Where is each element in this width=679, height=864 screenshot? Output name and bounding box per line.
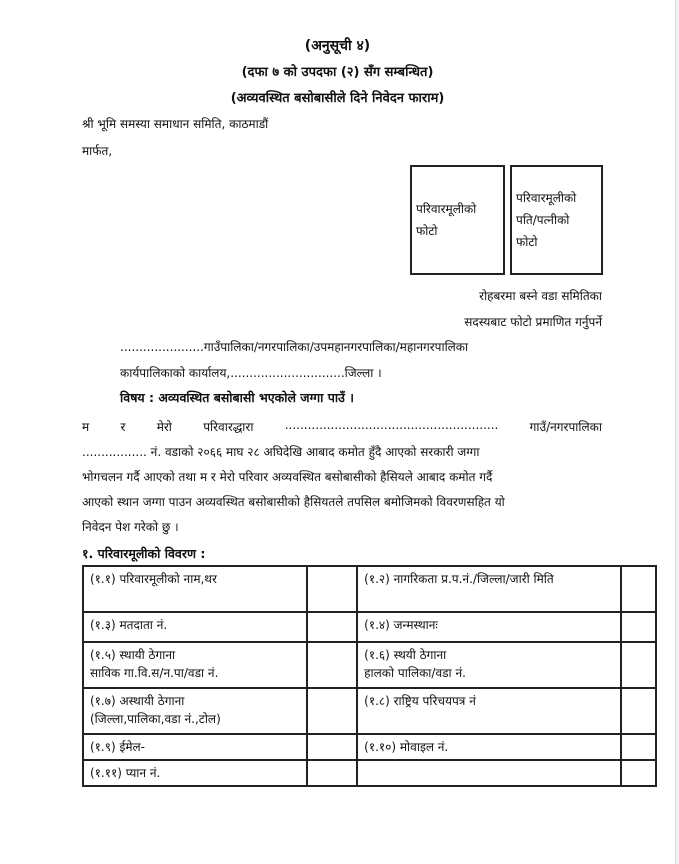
head-photo-box <box>410 165 505 275</box>
photo-box-label: फोटो <box>516 235 538 249</box>
body-line: आएको स्थान जग्गा पाउन अव्यवस्थित बसोबासीको हैसियतले तपसिल बमोजिमको विवरणसहित यो <box>82 495 505 509</box>
field-label: (१.४) जन्मस्थानः <box>357 612 621 642</box>
body-word: ........................................................ <box>284 418 499 432</box>
field-value-cell[interactable] <box>307 566 357 612</box>
field-label: (१.३) मतदाता नं. <box>83 612 307 642</box>
field-value-cell[interactable] <box>307 688 357 734</box>
table-row <box>83 760 656 786</box>
field-value-cell[interactable] <box>621 566 656 612</box>
field-value-cell[interactable] <box>307 612 357 642</box>
field-label: (१.९) ईमेल- <box>83 734 307 760</box>
field-value-cell[interactable] <box>621 734 656 760</box>
table-row <box>83 734 656 760</box>
body-word: मेरो <box>156 420 172 434</box>
photo-box-label: फोटो <box>416 224 438 238</box>
field-label: (१.७) अस्थायी ठेगाना (जिल्ला,पालिका,वडा नं.,टोल) <box>83 688 307 734</box>
field-value-cell[interactable] <box>307 642 357 688</box>
field-label: (१.५) स्थायी ठेगाना साविक गा.वि.स/न.पा/वडा नं. <box>83 642 307 688</box>
table-row <box>83 642 656 688</box>
body-word: गाउँ/नगरपालिका <box>529 420 602 434</box>
photo-box-label: परिवारमूलीको <box>416 202 477 216</box>
body-word: परिवारद्धारा <box>203 420 254 434</box>
body-line <box>82 418 602 435</box>
section-title: १. परिवारमूलीको विवरण : <box>82 546 206 561</box>
field-value-cell[interactable] <box>307 734 357 760</box>
field-label <box>357 760 621 786</box>
body-line: ................. नं. वडाको २०६६ माघ २८ अघिदेखि आबाद कमोत हुँदै आएको सरकारी जग्गा <box>82 445 480 459</box>
field-value-cell[interactable] <box>621 612 656 642</box>
field-label: (१.११) प्यान नं. <box>83 760 307 786</box>
field-value-cell[interactable] <box>621 688 656 734</box>
certification-line: रोहबरमा बस्ने वडा समितिका <box>479 289 602 303</box>
field-label: (१.१) परिवारमूलीको नाम,थर <box>83 566 307 612</box>
field-label: (१.१०) मोवाइल नं. <box>357 734 621 760</box>
photo-box-label: पति/पत्नीको <box>516 213 570 227</box>
field-value-cell[interactable] <box>307 760 357 786</box>
table-row <box>83 566 656 612</box>
field-label: (१.२) नागरिकता प्र.प.नं./जिल्ला/जारी मिति <box>357 566 621 612</box>
body-line: निवेदन पेश गरेको छु । <box>82 520 179 534</box>
annex-number: (अनुसूची ४) <box>304 38 371 54</box>
field-value-cell[interactable] <box>621 760 656 786</box>
subject-line: विषय : अव्यवस्थित बसोबासी भएकोले जग्गा पाउँ । <box>120 390 354 405</box>
spouse-photo-box <box>510 165 603 275</box>
field-label: (१.६) स्थयी ठेगाना हालको पालिका/वडा नं. <box>357 642 621 688</box>
table-row <box>83 612 656 642</box>
photo-box-label: परिवारमूलीको <box>516 191 577 205</box>
section-reference: (दफा ७ को उपदफा (२) सँग सम्बन्धित) <box>241 65 434 80</box>
family-head-details-table <box>82 565 657 787</box>
certification-line: सदस्यबाट फोटो प्रमाणित गर्नुपर्ने <box>464 315 602 329</box>
office-address: ......................गाउँपालिका/नगरपालिका/उपमहानगरपालिका/महानगरपालिका <box>120 340 469 354</box>
form-title: (अव्यवस्थित बसोबासीले दिने निवेदन फाराम) <box>230 91 445 106</box>
via-line: मार्फत, <box>82 144 113 158</box>
office-district: कार्यपालिकाको कार्यालय,..............................जिल्ला । <box>120 366 382 380</box>
body-word: म <box>82 420 90 434</box>
field-value-cell[interactable] <box>621 642 656 688</box>
recipient-line: श्री भूमि समस्या समाधान समिति, काठमाडौं <box>82 117 269 131</box>
body-line: भोगचलन गर्दै आएको तथा म र मेरो परिवार अव्यवस्थित बसोबासीको हैसियले आबाद कमोत गर्दै <box>82 470 493 484</box>
body-word: र <box>120 420 126 434</box>
table-row <box>83 688 656 734</box>
field-label: (१.८) राष्ट्रिय परिचयपत्र नं <box>357 688 621 734</box>
